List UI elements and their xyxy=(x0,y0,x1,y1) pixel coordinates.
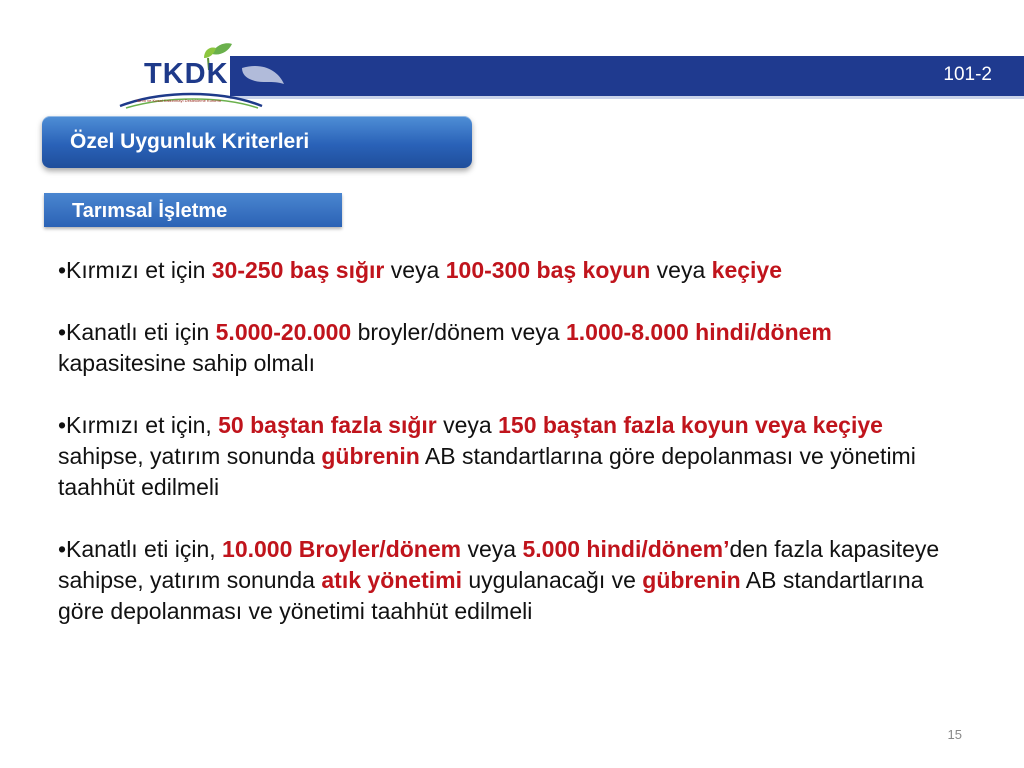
section-title-box xyxy=(42,116,472,168)
highlighted-text: 100-300 baş koyun xyxy=(445,257,651,283)
bullet-text: veya xyxy=(384,257,446,283)
highlighted-text: gübrenin xyxy=(642,567,741,593)
highlighted-text: 10.000 Broyler/dönem xyxy=(222,536,462,562)
slide-code: 101-2 xyxy=(943,64,992,85)
subsection-label-box xyxy=(44,193,342,227)
bullet-list xyxy=(58,255,958,627)
bullet-text: sahipse, yatırım sonunda xyxy=(58,443,322,469)
bullet-text: AB standartlarına göre depolanması ve yönetimi taahhüt edilmeli xyxy=(58,443,916,500)
bullet-text: veya xyxy=(461,536,523,562)
page-number: 15 xyxy=(947,727,962,742)
highlighted-text: 5.000 hindi/dönem’ xyxy=(522,536,730,562)
bullet-text: AB standartlarına göre depolanması ve yönetimi taahhüt edilmeli xyxy=(58,567,924,624)
bullet-item xyxy=(58,255,958,286)
bullet-gap xyxy=(58,379,958,410)
bullet-item xyxy=(58,534,958,627)
bullet-text: •Kırmızı et için, xyxy=(58,412,219,438)
bullet-text: •Kanatlı eti için, xyxy=(58,536,223,562)
header-band xyxy=(230,56,1024,99)
bullet-text: uygulanacağı ve xyxy=(461,567,643,593)
highlighted-text: atık yönetimi xyxy=(321,567,462,593)
bullet-text: •Kanatlı eti için xyxy=(58,319,216,345)
highlighted-text: gübrenin xyxy=(321,443,420,469)
bullet-text: den fazla kapasiteye sahipse, yatırım sonunda xyxy=(58,536,940,593)
bullet-text: kapasitesine sahip olmalı xyxy=(58,350,315,376)
bullet-gap xyxy=(58,286,958,317)
logo-text: TKDK xyxy=(144,58,229,90)
logo-subtext: Tarım ve Kırsal Kalkınmayı Destekleme Kurumu xyxy=(136,98,221,103)
highlighted-text: 1.000-8.000 hindi/dönem xyxy=(566,319,832,345)
bullet-gap xyxy=(58,503,958,534)
tkdk-logo xyxy=(112,40,292,112)
bullet-item xyxy=(58,410,958,503)
highlighted-text: 5.000-20.000 xyxy=(215,319,352,345)
bullet-text: veya xyxy=(436,412,499,438)
highlighted-text: 50 baştan fazla sığır xyxy=(218,412,437,438)
section-title: Özel Uygunluk Kriterleri xyxy=(70,130,310,153)
highlighted-text: keçiye xyxy=(711,257,783,283)
bullet-text: veya xyxy=(650,257,712,283)
subsection-label: Tarımsal İşletme xyxy=(72,200,228,222)
bullet-text: broyler/dönem veya xyxy=(351,319,566,345)
bullet-item xyxy=(58,317,958,379)
highlighted-text: 150 baştan fazla koyun veya keçiye xyxy=(498,412,883,438)
highlighted-text: 30-250 baş sığır xyxy=(211,257,385,283)
bullet-text: •Kırmızı et için xyxy=(58,257,212,283)
